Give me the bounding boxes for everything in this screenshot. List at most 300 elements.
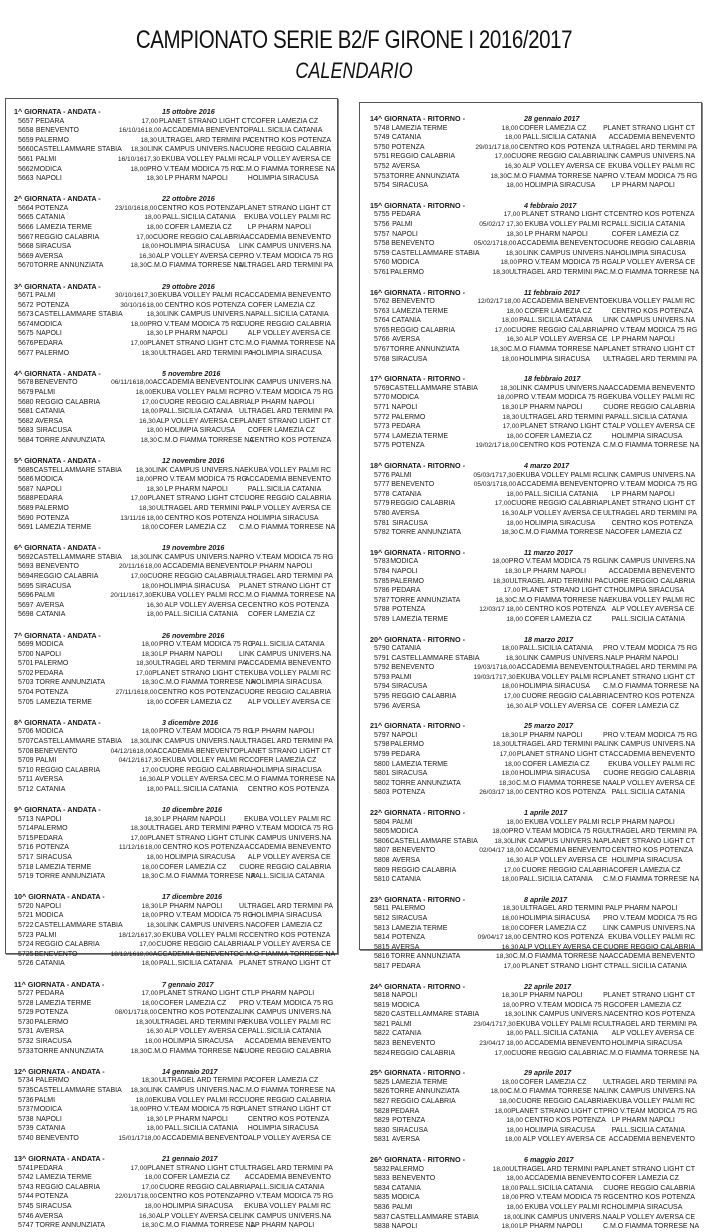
match-city: POTENZA (392, 606, 426, 614)
alternate-date: 26/03/17 (479, 789, 505, 797)
match-number: 5800 (374, 760, 390, 768)
home-team: ULTRAGEL ARD TERMINI PA (152, 660, 247, 668)
match-number: 5757 (374, 230, 390, 238)
alternate-date (120, 174, 146, 184)
match-time: 18,00 (141, 408, 159, 416)
round-name: 18^ GIORNATA - RITORNO - (370, 461, 465, 470)
round-block (14, 805, 334, 882)
alternate-date (119, 1037, 145, 1047)
match-row (370, 673, 695, 683)
away-team: LINK CAMPUS UNIVERS.NA (603, 741, 696, 749)
alternate-date (475, 528, 501, 538)
match-row (370, 249, 695, 259)
match-city: LAMEZIA TERME (391, 124, 448, 132)
match-city: MODICA (33, 320, 62, 328)
match-row (14, 853, 331, 863)
match-number: 5690 (18, 514, 34, 522)
away-team: C.M.O FIAMMA TORRESE NA (603, 442, 700, 450)
alternate-date (475, 731, 501, 741)
match-city: MODICA (35, 912, 64, 920)
away-team: LINK CAMPUS UNIVERS.NA (603, 558, 696, 566)
away-team: ACCADEMIA BENEVENTO (244, 1038, 332, 1046)
match-number: 5658 (18, 127, 34, 135)
away-team: ULTRAGEL ARD TERMINI PA (603, 664, 697, 672)
home-team: EKUBA VOLLEY PALMI RC (157, 292, 245, 300)
alternate-date (475, 1222, 501, 1232)
alternate-date (479, 1029, 506, 1039)
match-number: 5699 (18, 641, 34, 649)
match-number: 5702 (18, 669, 34, 677)
match-row (14, 349, 331, 359)
alternate-date: 05/02/17 (479, 220, 505, 228)
alternate-date (108, 1047, 131, 1057)
alternate-date: 29/01/17 (475, 143, 502, 151)
match-time: 18,00 (506, 847, 523, 855)
away-team: EKUBA VOLLEY PALMI RC (244, 815, 331, 823)
match-number: 5731 (18, 1028, 34, 1036)
match-time: 18,00 (501, 143, 519, 151)
home-team: ULTRAGEL ARD TERMINI PA (152, 1018, 246, 1026)
match-time: 18,00 (135, 1096, 153, 1104)
home-team: ALP VOLLEY AVERSA CE (524, 336, 608, 344)
alternate-date: 12/03/17 (479, 606, 505, 614)
match-city: REGGIO CALABRIA (391, 866, 457, 874)
home-team: ULTRAGEL ARD TERMINI PA (509, 577, 604, 585)
match-time: 16,30 (139, 1212, 156, 1220)
away-team: CUORE REGGIO CALABRIA (239, 146, 331, 154)
match-number: 5811 (374, 905, 390, 913)
home-team: LP PHARM NAPOLI (164, 1115, 228, 1123)
home-team: ULTRAGEL ARD TERMINI PA (509, 1165, 604, 1173)
match-time: 18,30 (501, 992, 519, 1000)
match-row (14, 1202, 331, 1212)
home-team: CUORE REGGIO CALABRIA (511, 500, 604, 508)
match-row (370, 181, 695, 191)
match-time: 18,00 (506, 182, 523, 190)
match-city: POTENZA (35, 689, 69, 697)
away-team: LINK CAMPUS UNIVERS.NA (238, 1009, 332, 1017)
match-city: AVERSA (36, 1028, 64, 1036)
alternate-date (116, 902, 141, 912)
home-team: HOLIMPIA SIRACUSA (519, 355, 590, 363)
match-row (14, 485, 331, 495)
round-name: 12^ GIORNATA - ANDATA - (14, 1066, 105, 1076)
alternate-date (477, 962, 504, 972)
match-time: 18,00 (144, 214, 161, 222)
away-team: PALL.SICILIA CATANIA (250, 641, 325, 649)
match-city: PEDARA (33, 495, 63, 503)
home-team: PRO V.TEAM MODICA 75 RG (152, 476, 248, 484)
match-city: MODICA (33, 165, 62, 173)
alternate-date (120, 1115, 146, 1125)
match-number: 5668 (18, 243, 34, 251)
match-city: MODICA (391, 259, 420, 267)
alternate-date (112, 1096, 136, 1106)
round-name: 1^ GIORNATA - ANDATA - (14, 107, 101, 116)
match-row (14, 155, 331, 165)
match-row (14, 398, 331, 408)
match-time: 18,00 (502, 1001, 519, 1009)
match-city: NAPOLI (391, 992, 418, 1000)
match-city: BENEVENTO (35, 563, 79, 571)
home-team: EKUBA VOLLEY PALMI RC (152, 592, 239, 600)
match-time: 16,30 (139, 252, 156, 260)
alternate-date: 18/12/16 (110, 950, 137, 958)
home-team: ACCADEMIA BENEVENTO (516, 240, 604, 248)
home-team: PRO V.TEAM MODICA 75 RG (147, 1106, 242, 1114)
match-city: SIRACUSA (392, 1126, 428, 1134)
match-time: 16,30 (506, 856, 523, 864)
match-row (370, 1001, 695, 1011)
round-header (14, 1067, 331, 1077)
home-team: C.M.O FIAMMA TORRESE NA (158, 873, 256, 881)
match-city: POTENZA (35, 1193, 69, 1201)
match-time: 18,00 (141, 641, 159, 649)
match-row (14, 1173, 331, 1183)
match-time: 18,00 (504, 1136, 522, 1144)
away-team: CENTRO KOS POTENZA (611, 307, 693, 315)
match-number: 5752 (374, 162, 390, 170)
home-team: CENTRO KOS POTENZA (164, 514, 246, 522)
match-time: 18,30 (141, 873, 159, 881)
match-number: 5829 (374, 1117, 390, 1125)
away-team: HOLIMPIA SIRACUSA (611, 1040, 683, 1048)
match-number: 5734 (18, 1077, 34, 1085)
match-city: CATANIA (392, 490, 422, 498)
home-team: ULTRAGEL ARD TERMINI PA (156, 504, 250, 512)
match-number: 5817 (374, 962, 390, 970)
match-time: 18,00 (506, 789, 523, 797)
match-row (370, 403, 695, 413)
match-city: LAMEZIA TERME (391, 760, 448, 768)
round-date: 29 aprile 2017 (524, 1068, 572, 1078)
match-number: 5717 (18, 853, 34, 861)
away-team: LP PHARM NAPOLI (248, 563, 313, 571)
home-team: COFER LAMEZIA CZ (162, 1174, 230, 1182)
round-date: 8 aprile 2017 (524, 894, 568, 904)
match-number: 5677 (18, 349, 34, 357)
match-time: 17,00 (130, 495, 148, 503)
round-date: 28 gennaio 2017 (524, 114, 580, 123)
away-team: ACCADEMIA BENEVENTO (608, 567, 695, 575)
home-team: HOLIMPIA SIRACUSA (524, 182, 596, 190)
page-title: CAMPIONATO SERIE B2/F GIRONE I 2016/2017 (135, 26, 573, 54)
match-city: BENEVENTO (391, 664, 435, 672)
match-city: PALERMO (391, 413, 426, 421)
match-time: 18,30 (130, 146, 148, 154)
match-time: 18,00 (146, 785, 163, 793)
alternate-date: 19/03/17 (473, 664, 500, 672)
away-team: CENTRO KOS POTENZA (247, 601, 330, 609)
match-time: 17,00 (494, 500, 512, 508)
home-team: COFER LAMEZIA CZ (519, 1078, 587, 1086)
match-city: CATANIA (36, 611, 66, 619)
away-team: PRO V.TEAM MODICA 75 RG (603, 326, 698, 334)
match-city: PALMI (35, 931, 57, 939)
home-team: ACCADEMIA BENEVENTO (524, 847, 611, 855)
round-block (14, 1066, 336, 1144)
match-time: 18,00 (494, 1107, 512, 1115)
home-team: COFER LAMEZIA CZ (524, 615, 592, 623)
match-city: PALMI (391, 1020, 412, 1028)
match-city: MODICA (34, 476, 63, 484)
away-team: PRO V.TEAM MODICA 75 RG (239, 388, 334, 396)
match-row (370, 1126, 695, 1136)
match-number: 5706 (18, 728, 34, 736)
match-number: 5703 (18, 679, 34, 687)
away-team: CUORE REGGIO CALABRIA (603, 404, 696, 412)
match-row (14, 523, 336, 533)
match-row (14, 475, 331, 485)
match-city: LAMEZIA TERME (392, 307, 449, 315)
home-team: PRO V.TEAM MODICA 75 RG (158, 912, 254, 920)
match-time: 18,00 (506, 606, 523, 614)
alternate-date (116, 1076, 141, 1086)
match-row (14, 1183, 331, 1193)
match-city: CATANIA (392, 1030, 422, 1038)
home-team: PLANET STRANO LIGHT CT (520, 423, 613, 431)
match-city: LAMEZIA TERME (35, 524, 92, 532)
home-team: LINK CAMPUS UNIVERS.NA (516, 384, 609, 392)
match-time: 18,00 (506, 818, 523, 826)
round-header (370, 548, 695, 558)
match-city: BENEVENTO (392, 847, 436, 855)
match-row (370, 779, 695, 789)
home-team: HOLIMPIA SIRACUSA (158, 582, 230, 590)
match-number: 5747 (18, 1222, 34, 1230)
alternate-date (122, 737, 131, 747)
match-city: CATANIA (391, 645, 421, 653)
away-team: PLANET STRANO LIGHT CT (239, 582, 331, 590)
home-team: C.M.O FIAMMA TORRESE NA (157, 436, 254, 444)
away-team: ULTRAGEL ARD TERMINI PA (603, 828, 697, 836)
away-team: CUORE REGGIO CALABRIA (603, 1184, 696, 1192)
away-team: ULTRAGEL ARD TERMINI PA (239, 1164, 333, 1172)
home-team: PLANET STRANO LIGHT CT (147, 834, 239, 842)
home-team: PALL.SICILIA CATANIA (519, 645, 593, 653)
away-team: PALL.SICILIA CATANIA (613, 962, 687, 970)
home-team: C.M.O FIAMMA TORRESE NA (147, 1047, 244, 1055)
match-row (370, 914, 698, 924)
home-team: CENTRO KOS POTENZA (157, 689, 240, 697)
round-block (14, 717, 336, 795)
away-team: C.M.O FIAMMA TORRESE NA (603, 1223, 700, 1231)
alternate-date (122, 145, 131, 155)
match-time: 18,30 (494, 837, 511, 845)
alternate-date: 20/11/16 (110, 592, 136, 600)
home-team: EKUBA VOLLEY PALMI RC (162, 757, 250, 765)
match-row (370, 480, 698, 490)
match-time: 16,30 (146, 601, 163, 609)
match-row (370, 345, 695, 355)
away-team: HOLIMPIA SIRACUSA (613, 587, 685, 595)
away-team: COFER LAMEZIA CZ (249, 757, 317, 765)
round-header (370, 201, 695, 211)
away-team: ALP VOLLEY AVERSA CE (612, 1213, 695, 1221)
match-time: 18,30 (146, 330, 163, 338)
match-row (370, 962, 695, 972)
alternate-date (108, 824, 131, 834)
alternate-date (479, 702, 506, 712)
match-city: PALERMO (35, 504, 69, 512)
match-city: MODICA (390, 828, 419, 836)
match-row (14, 601, 331, 611)
home-team: COFER LAMEZIA CZ (164, 224, 232, 232)
match-time: 18,00 (144, 563, 162, 571)
round-date: 5 novembre 2016 (162, 368, 221, 378)
match-time: 18,00 (501, 317, 519, 325)
match-time: 18,00 (490, 1088, 507, 1096)
match-row (370, 1010, 695, 1020)
match-number: 5810 (374, 876, 390, 884)
round-block (14, 1154, 334, 1231)
alternate-date (112, 388, 136, 398)
match-number: 5730 (18, 1018, 34, 1026)
away-team: PLANET STRANO LIGHT CT (603, 992, 696, 1000)
round-block (370, 200, 700, 278)
match-time: 18,00 (499, 240, 517, 248)
match-city: PALERMO (390, 268, 424, 276)
match-row (14, 872, 331, 882)
match-number: 5792 (374, 664, 390, 672)
match-row (14, 999, 334, 1009)
round-name: 9^ GIORNATA - ANDATA - (14, 805, 101, 814)
home-team: CUORE REGGIO CALABRIA (511, 153, 603, 161)
away-team: ACCADEMIA BENEVENTO (244, 660, 331, 668)
alternate-date (473, 1097, 499, 1107)
away-team: EKUBA VOLLEY PALMI RC (608, 394, 695, 402)
alternate-date (475, 403, 501, 413)
match-row (14, 165, 336, 175)
match-row (370, 702, 695, 712)
match-row (370, 471, 695, 481)
match-city: CATANIA (391, 876, 421, 884)
match-time: 17,00 (503, 866, 521, 874)
match-row (370, 760, 695, 770)
match-row (370, 692, 695, 702)
match-row (14, 252, 334, 262)
match-row (370, 567, 695, 577)
alternate-date (475, 124, 501, 134)
match-time: 18,00 (141, 912, 159, 920)
match-row (370, 991, 695, 1001)
match-number: 5759 (374, 249, 390, 257)
match-row (14, 756, 331, 766)
match-row (370, 1213, 695, 1223)
match-row (370, 615, 695, 625)
match-number: 5796 (374, 702, 390, 710)
match-time: 17,30 (140, 292, 158, 300)
round-name: 17^ GIORNATA - RITORNO - (370, 374, 465, 384)
match-row (370, 1087, 695, 1097)
match-number: 5694 (18, 573, 34, 581)
round-date: 1 aprile 2017 (524, 808, 568, 817)
match-number: 5728 (18, 999, 34, 1007)
match-city: PALERMO (391, 905, 426, 913)
home-team: CENTRO KOS POTENZA (522, 934, 604, 942)
home-team: ALP VOLLEY AVERSA CE (519, 943, 603, 951)
home-team: CENTRO KOS POTENZA (524, 606, 606, 614)
round-date: 18 febbraio 2017 (524, 374, 581, 384)
match-number: 5754 (374, 182, 390, 190)
match-row (370, 268, 700, 278)
match-time: 18,00 (501, 1078, 519, 1086)
away-team: PRO V.TEAM MODICA 75 RG (603, 914, 698, 922)
alternate-date: 12/02/17 (477, 298, 503, 306)
match-time: 18,00 (146, 1125, 163, 1133)
alternate-date: 15/01/17 (118, 1134, 145, 1142)
round-date: 15 ottobre 2016 (162, 107, 215, 116)
match-number: 5791 (374, 654, 390, 662)
match-number: 5788 (374, 606, 390, 614)
alternate-date (479, 1174, 506, 1184)
match-row (14, 291, 331, 301)
match-number: 5682 (18, 417, 34, 425)
away-team: ACCADEMIA BENEVENTO (608, 134, 695, 142)
round-date: 4 febbraio 2017 (524, 200, 577, 210)
alternate-date (112, 659, 136, 669)
home-team: EKUBA VOLLEY PALMI RC (516, 471, 604, 479)
match-city: TORRE ANNUNZIATA (35, 436, 105, 444)
alternate-date: 23/04/17 (473, 1020, 499, 1028)
round-header (370, 374, 695, 384)
match-time: 18,30 (501, 731, 519, 739)
match-time: 18,00 (492, 558, 509, 566)
match-number: 5724 (18, 941, 34, 949)
away-team: C.M.O FIAMMA TORRESE NA (239, 1086, 336, 1094)
match-row (14, 126, 331, 136)
alternate-date (468, 268, 492, 278)
match-city: REGGIO CALABRIA (391, 1098, 456, 1106)
away-team: ACCADEMIA BENEVENTO (244, 844, 332, 852)
match-row (14, 1221, 331, 1231)
match-row (370, 827, 695, 837)
alternate-date: 11/12/16 (118, 844, 145, 852)
home-team: CUORE REGGIO CALABRIA (159, 398, 251, 406)
away-team: LP PHARM NAPOLI (250, 990, 315, 998)
match-time: 17,00 (503, 693, 521, 701)
away-team: PLANET STRANO LIGHT CT (239, 417, 332, 425)
home-team: LP PHARM NAPOLI (158, 902, 223, 910)
match-row (14, 747, 331, 757)
away-team: HOLIMPIA SIRACUSA (247, 175, 319, 183)
match-row (14, 950, 336, 960)
match-number: 5681 (18, 408, 34, 416)
match-time: 17,00 (130, 340, 148, 348)
away-team: CUORE REGGIO CALABRIA (239, 495, 331, 503)
away-team: C.M.O FIAMMA TORRESE NA (239, 165, 336, 173)
match-time: 18,00 (503, 1213, 520, 1221)
match-city: PEDARA (35, 117, 65, 125)
home-team: COFER LAMEZIA CZ (524, 307, 592, 315)
match-time: 16,30 (501, 943, 519, 951)
alternate-date (468, 557, 492, 567)
match-city: NAPOLI (392, 230, 418, 238)
match-time: 18,00 (144, 1202, 161, 1210)
match-number: 5713 (18, 815, 34, 823)
alternate-date (479, 490, 506, 500)
match-row (14, 640, 331, 650)
away-team: PLANET STRANO LIGHT CT (603, 1165, 695, 1173)
match-row (14, 223, 331, 233)
match-row (370, 258, 695, 268)
match-row (14, 1115, 331, 1125)
match-time: 17,30 (499, 471, 516, 479)
away-team: PLANET STRANO LIGHT CT (603, 346, 696, 354)
match-time: 16,30 (501, 509, 519, 517)
alternate-date (479, 1126, 506, 1136)
alternate-date (475, 1184, 501, 1194)
